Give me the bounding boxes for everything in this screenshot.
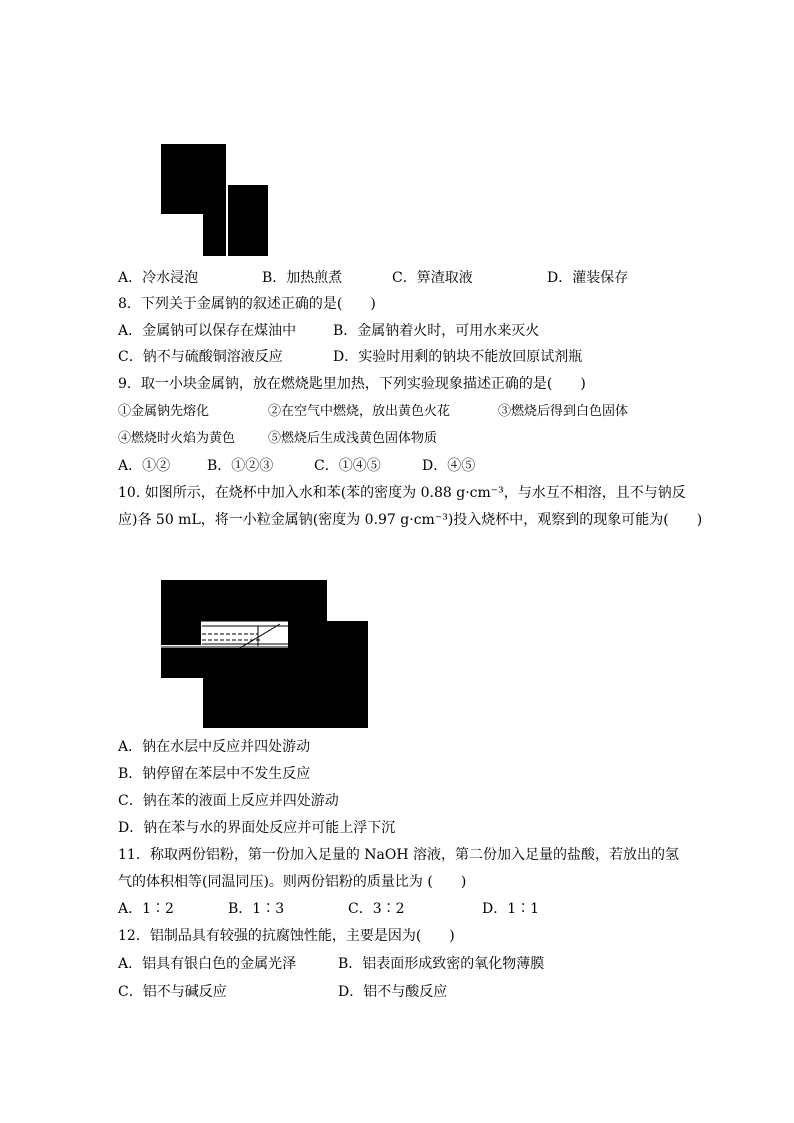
q10-figure-block-right (288, 621, 368, 649)
q10-option-c: C．钠在苯的液面上反应并四处游动 (118, 793, 339, 809)
q9-option-b: B．①②③ (207, 458, 274, 474)
q9-option-a: A．①② (118, 458, 171, 474)
q10-stem-line-2: 应)各 50 mL，将一小粒金属钠(密度为 0.97 g·cm⁻³)投入烧杯中，观察到的现象可能为( ) (118, 512, 703, 528)
q8-option-c: C．钠不与硫酸铜溶液反应 (118, 349, 283, 365)
q10-figure-block-left (161, 621, 201, 645)
q8-stem: 8．下列关于金属钠的叙述正确的是( ) (118, 296, 376, 312)
q7-figure-block-1 (161, 144, 226, 214)
q9-option-d: D．④⑤ (422, 458, 476, 474)
q8-option-a: A．金属钠可以保存在煤油中 (118, 323, 297, 339)
q7-option-d: D．灌装保存 (547, 270, 629, 286)
q12-option-d: D．铝不与酸反应 (338, 984, 448, 1000)
q11-stem-line-1: 11．称取两份铝粉，第一份加入足量的 NaOH 溶液，第二份加入足量的盐酸，若放出的氢 (118, 847, 679, 863)
q10-figure-block-base (203, 678, 368, 728)
q9-option-c: C．①④⑤ (314, 458, 381, 474)
q7-option-a: A．冷水浸泡 (118, 270, 199, 286)
q9-statement-4: ④燃烧时火焰为黄色 (118, 431, 236, 446)
q7-option-b: B．加热煎煮 (262, 270, 343, 286)
q12-option-a: A．铝具有银白色的金属光泽 (118, 956, 297, 972)
q11-option-b: B．1∶3 (228, 901, 285, 917)
q7-figure-block-2 (203, 214, 226, 256)
q9-statement-1: ①金属钠先熔化 (118, 404, 210, 419)
q10-figure-block-top (161, 580, 327, 621)
q12-option-b: B．铝表面形成致密的氧化物薄膜 (338, 956, 545, 972)
q10-option-b: B．钠停留在苯层中不发生反应 (118, 766, 311, 782)
q12-stem: 12．铝制品具有较强的抗腐蚀性能，主要是因为( ) (118, 928, 455, 944)
q10-figure-block-bottom (161, 648, 368, 678)
q9-stem: 9．取一小块金属钠，放在燃烧匙里加热，下列实验现象描述正确的是( ) (118, 376, 586, 392)
q7-figure-block-3 (228, 185, 268, 256)
q11-option-a: A．1∶2 (118, 901, 174, 917)
q9-statement-3: ③燃烧后得到白色固体 (498, 404, 629, 419)
q8-option-b: B．金属钠着火时，可用水来灭火 (333, 323, 540, 339)
q12-option-c: C．铝不与碱反应 (118, 984, 227, 1000)
q10-stem-line-1: 10. 如图所示，在烧杯中加入水和苯(苯的密度为 0.88 g·cm⁻³，与水互不相溶，且不与钠反 (118, 485, 686, 501)
q11-stem-line-2: 气的体积相等(同温同压)。则两份铝粉的质量比为 ( ) (118, 874, 467, 890)
q9-statement-5: ⑤燃烧后生成浅黄色固体物质 (268, 431, 438, 446)
q10-option-d: D．钠在苯与水的界面处反应并可能上浮下沉 (118, 820, 396, 836)
q11-option-c: C．3∶2 (348, 901, 405, 917)
q8-option-d: D．实验时用剩的钠块不能放回原试剂瓶 (333, 349, 583, 365)
q10-option-a: A．钠在水层中反应并四处游动 (118, 739, 311, 755)
q11-option-d: D．1∶1 (482, 901, 540, 917)
q7-option-c: C．箅渣取液 (392, 270, 473, 286)
q9-statement-2: ②在空气中燃烧，放出黄色火花 (268, 404, 451, 419)
